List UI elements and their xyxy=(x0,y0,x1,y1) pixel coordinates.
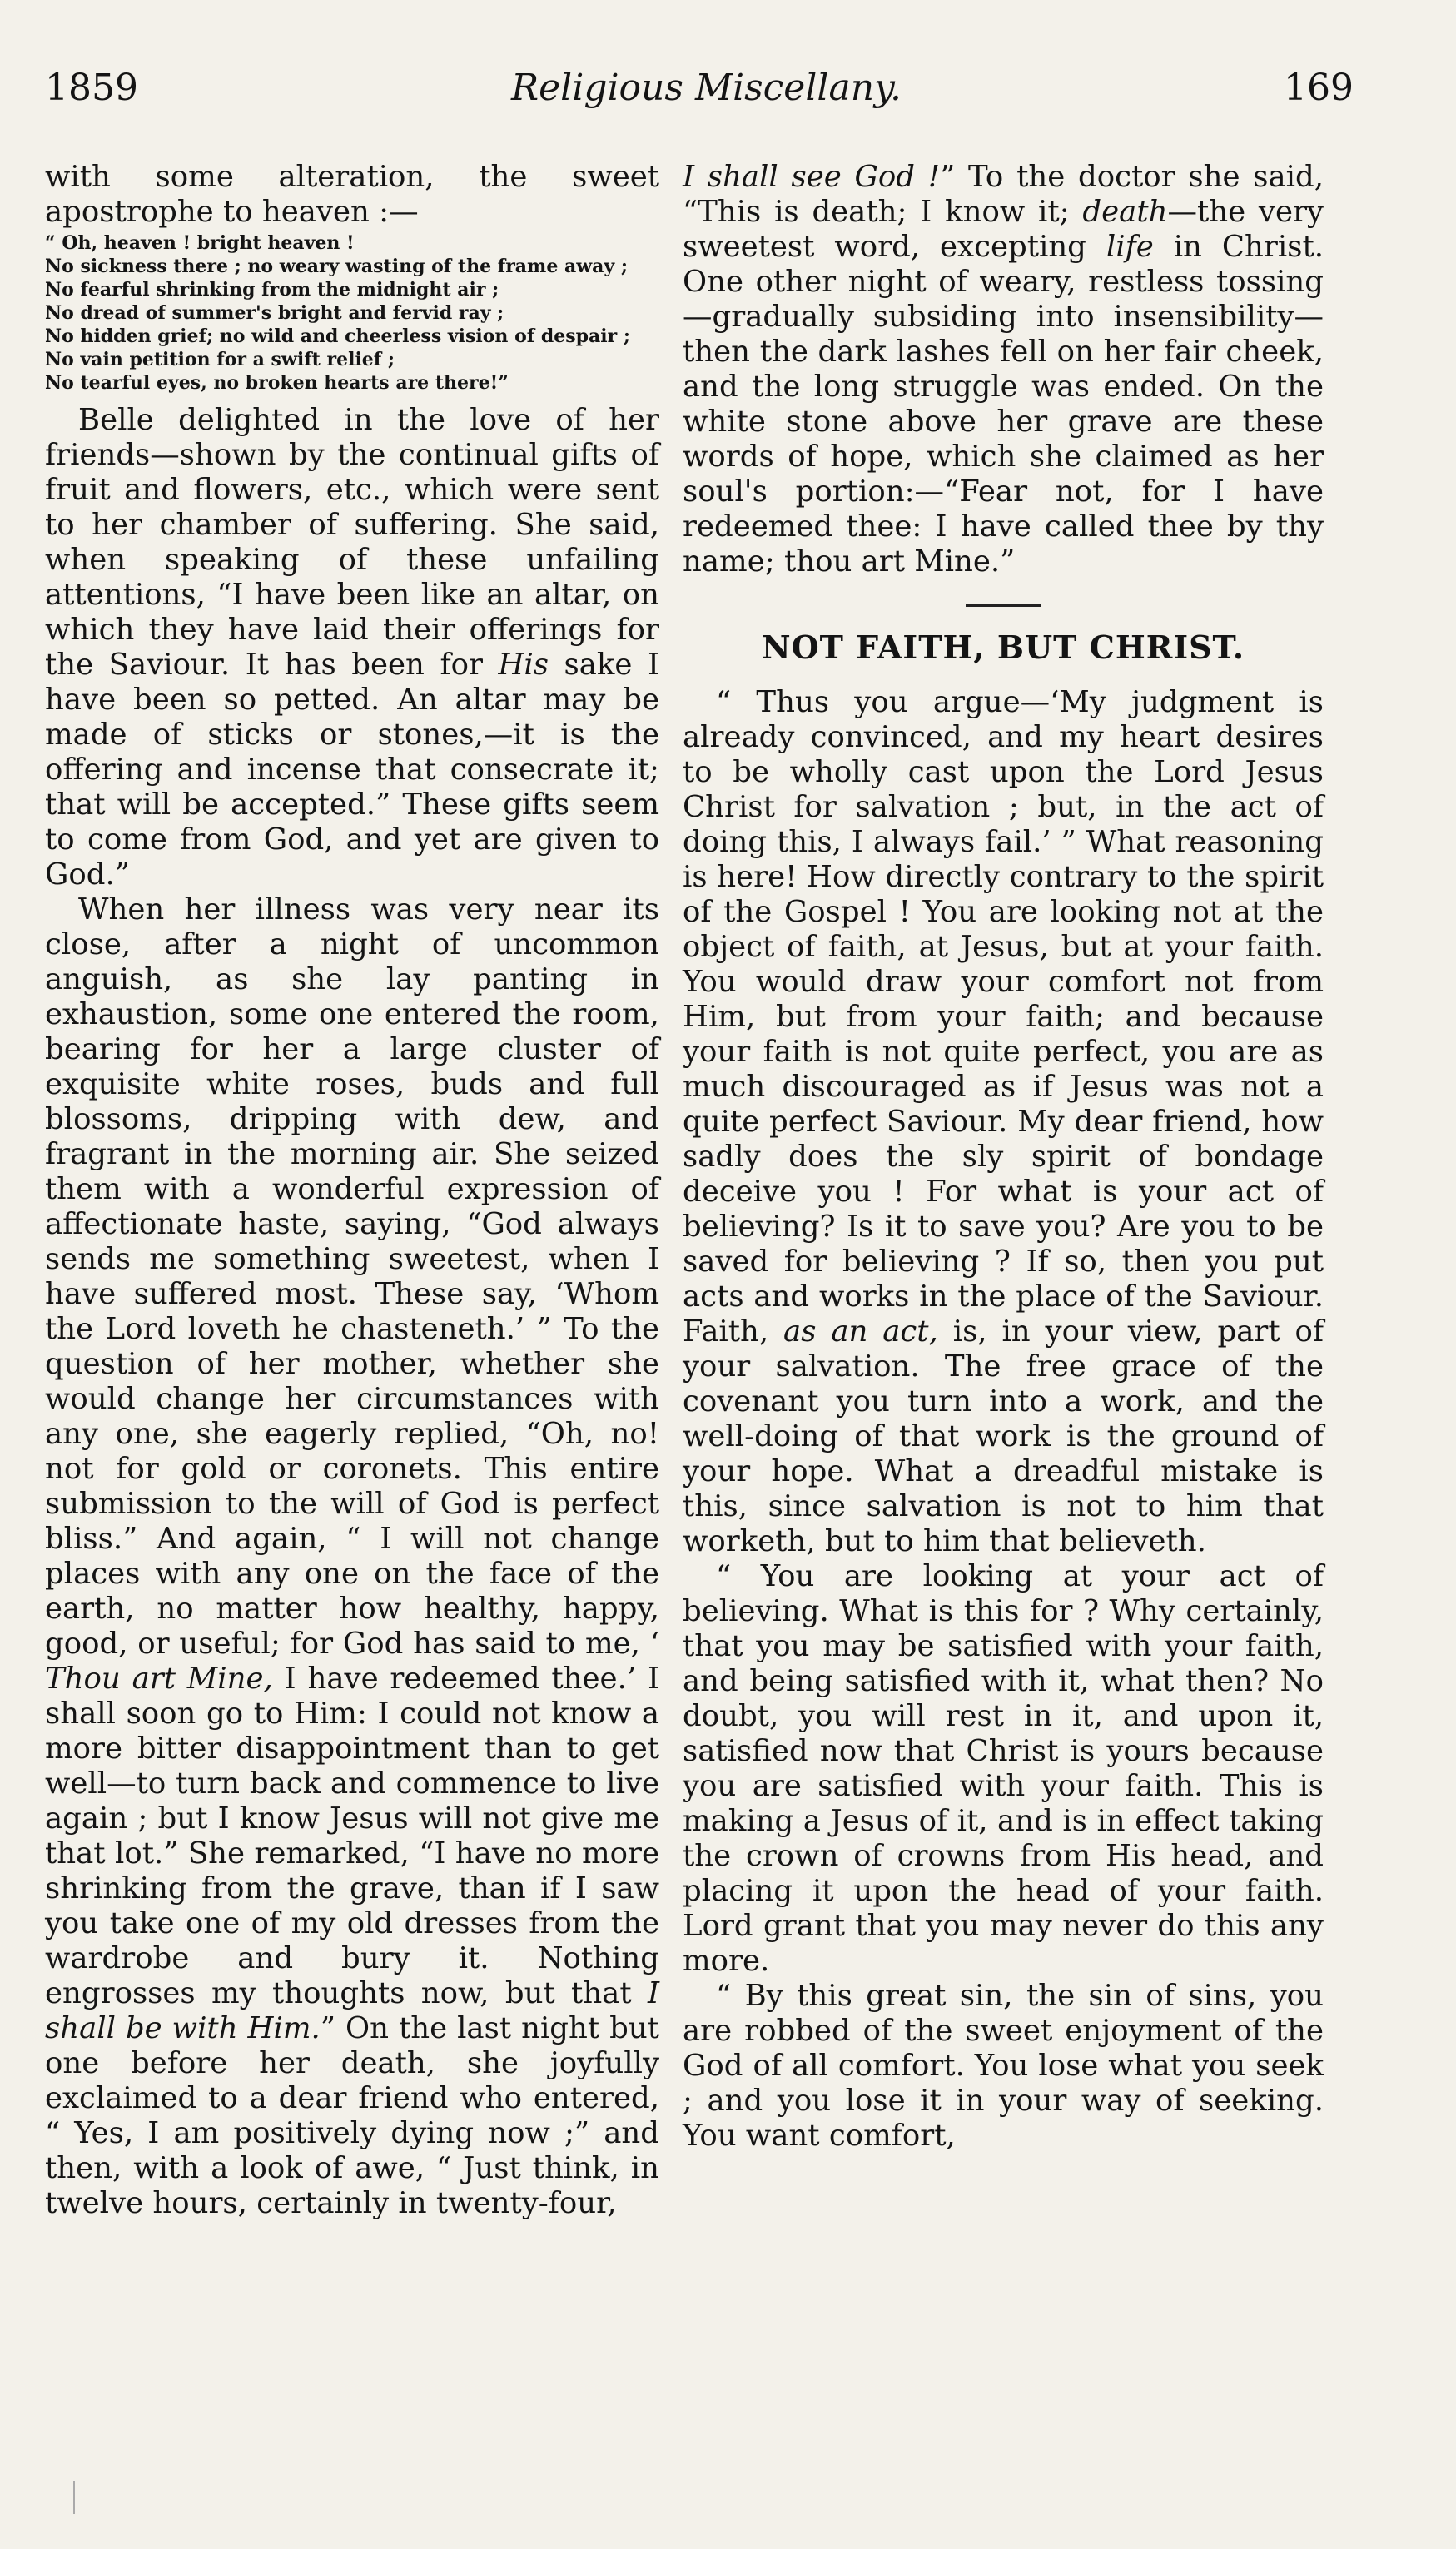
paragraph-belle-altar xyxy=(45,403,659,892)
paragraph-believing: “ You are looking at your act of believing. What is this for ? Why certainly, that you may be satisfied with your faith, and being satisfied with it, what then? No doubt, you will rest in it, and upon it, satisfied now that Christ is yours because you are satisfied with your faith. This is making a Jesus of it, and is in effect taking the crown of crowns from His head, and placing it upon the head of your faith. Lord grant that you may never do this any more. xyxy=(683,1559,1324,1978)
text-run: ” On the last night but one before her death, she joyfully exclaimed to a dear friend who entered, “ Yes, I am positively dying now ;” and then, with a look of awe, “ Just think, in twelve hours, certainly in twenty-four, xyxy=(45,2011,660,2220)
scan-mark xyxy=(73,2481,75,2514)
paragraph-death xyxy=(683,160,1324,579)
poem-line: No sickness there ; no weary wasting of the frame away ; xyxy=(45,256,628,277)
poem-line: No tearful eyes, no broken hearts are there!” xyxy=(45,372,509,394)
poem-line: No fearful shrinking from the midnight air ; xyxy=(45,279,499,301)
header-year: 1859 xyxy=(45,67,138,109)
left-column xyxy=(45,160,659,2221)
text-run: When her illness was very near its close, after a night of uncommon anguish, as she lay panting in exhaustion, some one entered the room, bearing for her a large cluster of exquisite white roses, buds and full blossoms, dripping with dew, and fragrant in the morning air. She seized them with a wonderful expression of affectionate haste, saying, “God always sends me something sweetest, when I have suffered most. These say, ‘Whom the Lord loveth he chasteneth.’ ” To the question of her mother, whether she would change her circumstances with any one, she eagerly replied, “Oh, no! not for gold or coronets. This entire submission to the will of God is perfect bliss.” And again, “ I will not change places with any one on the face of the earth, no matter how healthy, happy, good, or useful; for God has said to me, ‘ xyxy=(45,892,659,1661)
text-run: ” To the doctor she said, “This is death; I know it; xyxy=(683,160,1324,229)
text-run-italic: I shall see God ! xyxy=(683,160,941,194)
section-divider xyxy=(966,604,1041,607)
paragraph-great-sin: “ By this great sin, the sin of sins, you are robbed of the sweet enjoyment of the God of all comfort. You lose what you seek ; and you lose it in your way of seeking. You want comfort, xyxy=(683,1979,1324,2153)
text-run: I have redeemed thee.’ I shall soon go to Him: I could not know a more bitter disappointment than to get well—to turn back and commence to live again ; but I know Jesus will not give me that lot.” She remarked, “I have no more shrinking from the grave, than if I saw you take one of my old dresses from the wardrobe and bury it. Nothing engrosses my thoughts now, but that xyxy=(45,1662,659,2010)
text-run-italic: I shall be with Him. xyxy=(45,1976,659,2045)
section-title: NOT FAITH, BUT CHRIST. xyxy=(761,629,1245,666)
paragraph-illness xyxy=(45,892,659,2221)
page-number: 169 xyxy=(1284,67,1354,109)
poem-line: No vain petition for a swift relief ; xyxy=(45,349,395,370)
text-run-italic: death xyxy=(1082,195,1168,229)
text-run: in Christ. One other night of weary, restless tossing—gradually subsiding into insensibility—then the dark lashes fell on her fair cheek, and the long struggle was ended. On the white stone above her grave are these words of hope, which she claimed as her soul's portion:—“Fear not, for I have redeemed thee: I have called thee by thy name; thou art Mine.” xyxy=(683,230,1324,579)
poem xyxy=(45,231,659,395)
text-run: “ Thus you argue—‘My judgment is already convinced, and my heart desires to be wholly cast upon the Lord Jesus Christ for salvation ; but, in the act of doing this, I always fail.’ ” What reasoning is here! How directly contrary to the spirit of the Gospel ! You are looking not at the object of faith, at Jesus, but at your faith. You would draw your comfort not from Him, but from your faith; and because your faith is not quite perfect, you are as much discouraged as if Jesus was not a quite perfect Saviour. My dear friend, how sadly does the sly spirit of bondage deceive you ! For what is your act of believing? Is it to save you? Are you to be saved for believing ? If so, then you put acts and works in the place of the Saviour. Faith, xyxy=(683,685,1324,1349)
text-run-italic: Thou art Mine, xyxy=(45,1662,273,1696)
poem-line: No dread of summer's bright and fervid ray ; xyxy=(45,302,504,324)
text-run: —the very sweetest word, excepting xyxy=(683,195,1324,264)
running-head xyxy=(45,67,1456,125)
text-run-italic: as an act, xyxy=(783,1314,938,1349)
header-title: Religious Miscellany. xyxy=(511,67,902,109)
text-run-italic: life xyxy=(1106,230,1154,264)
paragraph-apostrophe: with some alteration, the sweet apostrophe to heaven :— xyxy=(45,160,659,229)
text-run: is, in your view, part of your salvation. The free grace of the covenant you turn into a work, and the well-doing of that work is the ground of your hope. What a dreadful mistake is this, since salvation is not to him that worketh, but to him that believeth. xyxy=(683,1314,1324,1558)
text-run: Belle delighted in the love of her friends—shown by the continual gifts of fruit and flowers, etc., which were sent to her chamber of suffering. She said, when speaking of these unfailing attentions, “I have been like an altar, on which they have laid their offerings for the Saviour. It has been for xyxy=(45,403,659,682)
poem-line: No hidden grief; no wild and cheerless vision of despair ; xyxy=(45,325,631,347)
poem-line: “ Oh, heaven ! bright heaven ! xyxy=(45,232,355,254)
text-run-italic: His xyxy=(498,648,549,682)
text-run: sake I have been so petted. An altar may be made of sticks or stones,—it is the offering and incense that consecrate it; that will be accepted.” These gifts seem to come from God, and yet are given to God.” xyxy=(45,648,659,892)
paragraph-argue xyxy=(683,685,1324,1559)
right-column xyxy=(683,160,1324,2154)
